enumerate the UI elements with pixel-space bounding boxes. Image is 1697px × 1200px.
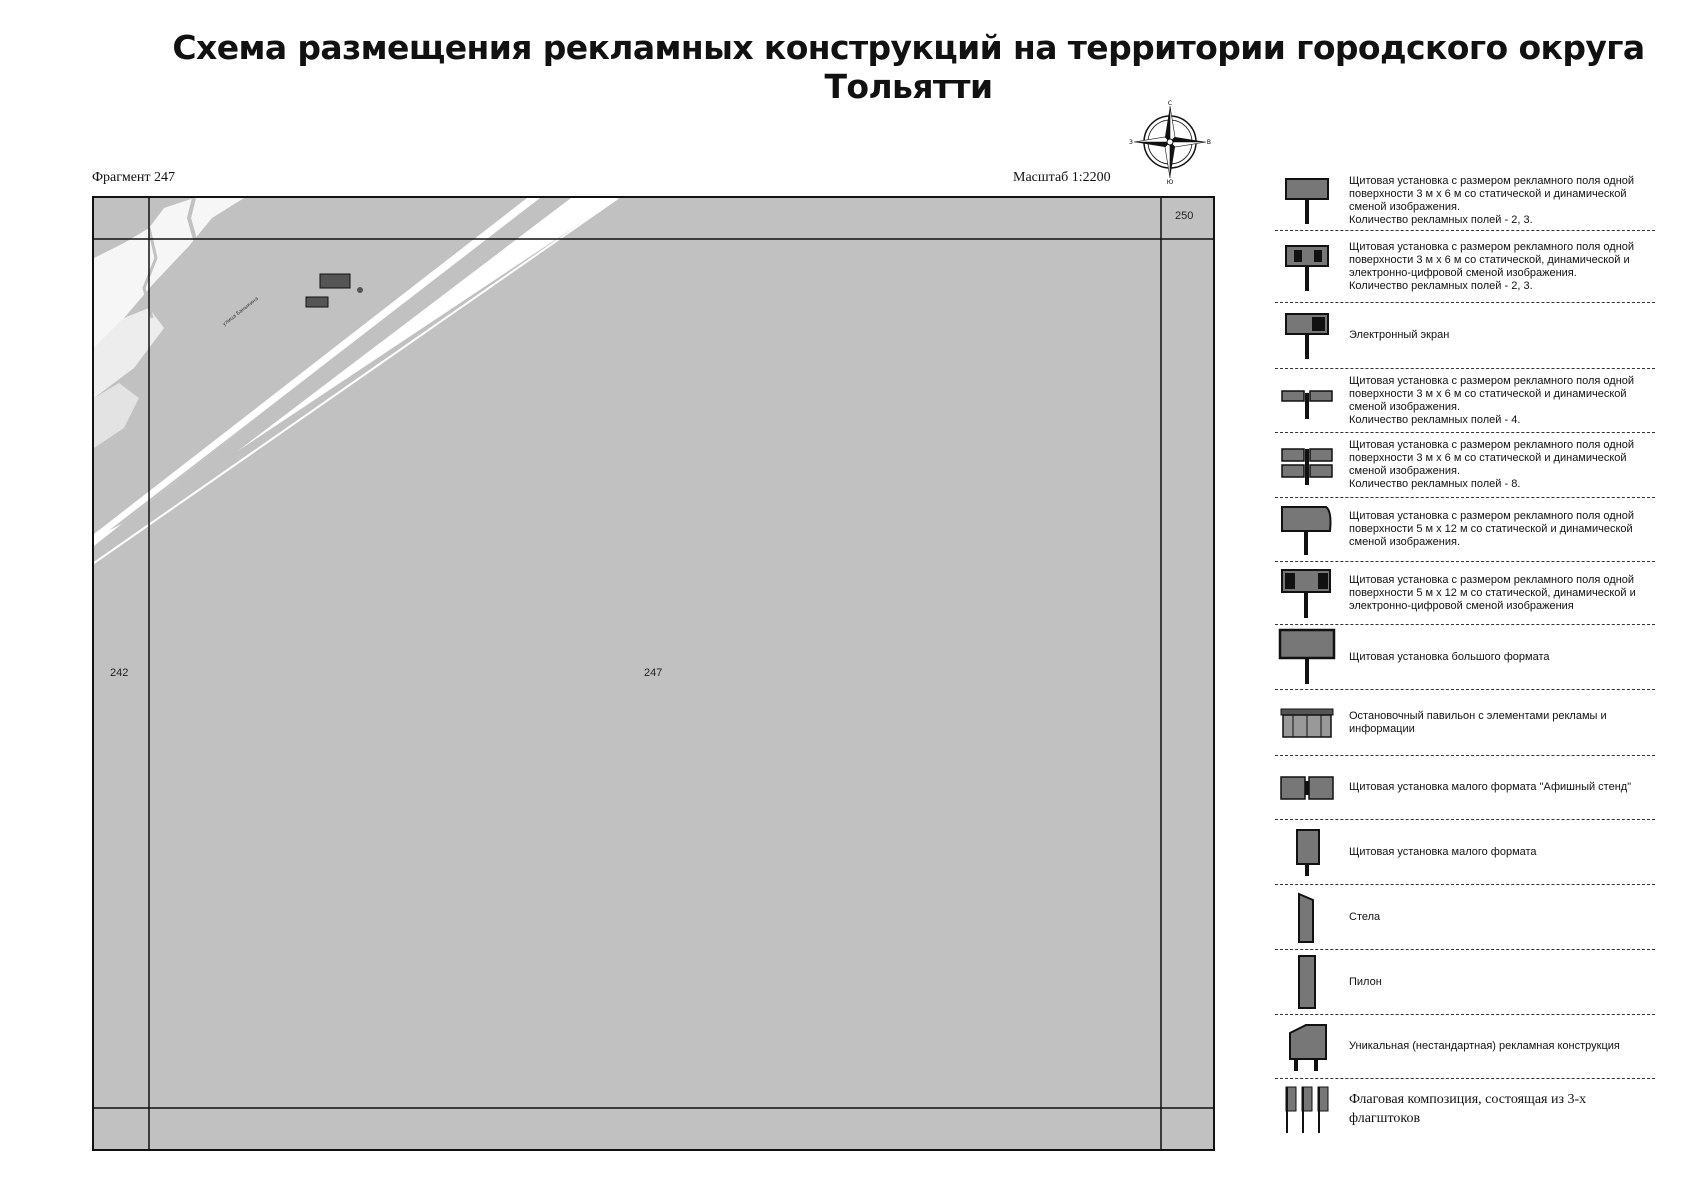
legend-item-text: Щитовая установка малого формата xyxy=(1349,845,1537,858)
sheet-number-250[interactable]: 250 xyxy=(1175,210,1194,222)
fragment-label: Фрагмент 247 xyxy=(92,170,176,185)
legend xyxy=(1275,172,1655,1139)
map-frame xyxy=(92,196,1215,1151)
compass-rose-icon xyxy=(1128,100,1212,184)
compass-west: З xyxy=(1129,139,1133,146)
legend-item-text: Щитовая установка с размером рекламного поля одной поверхности 3 м х 6 м со статической и динамической сменой изображения. Количество рекламных полей - 8. xyxy=(1349,439,1635,490)
legend-item xyxy=(1275,433,1655,498)
legend-item xyxy=(1275,1015,1655,1079)
legend-item-text: Щитовая установка большого формата xyxy=(1349,650,1550,663)
legend-item xyxy=(1275,498,1655,562)
map-bus-stop-marker[interactable] xyxy=(320,274,350,288)
legend-item xyxy=(1275,172,1655,231)
legend-item xyxy=(1275,1079,1655,1139)
map-point-marker[interactable] xyxy=(357,287,363,293)
legend-item-text: Уникальная (нестандартная) рекламная конструкция xyxy=(1349,1040,1620,1052)
flag-composition-icon xyxy=(1282,1083,1332,1135)
legend-item-text: Электронный экран xyxy=(1349,329,1450,341)
legend-item xyxy=(1275,950,1655,1015)
legend-item-text: Пилон xyxy=(1349,975,1382,988)
electronic-screen-icon xyxy=(1284,311,1330,361)
legend-item xyxy=(1275,231,1655,303)
legend-item-text: Щитовая установка малого формата "Афишный стенд" xyxy=(1349,781,1632,793)
legend-item xyxy=(1275,562,1655,625)
compass-east: В xyxy=(1206,139,1211,146)
compass-south: Ю xyxy=(1166,179,1174,184)
legend-item xyxy=(1275,756,1655,820)
unique-construction-icon xyxy=(1284,1021,1330,1073)
map-poster-stand-marker[interactable] xyxy=(306,297,328,307)
legend-item-text: Щитовая установка с размером рекламного поля одной поверхности 3 м х 6 м со статической и динамической сменой изображения. Количество рекламных полей - 4. xyxy=(1349,374,1635,426)
small-format-billboard-icon xyxy=(1287,826,1327,878)
large-format-billboard-icon xyxy=(1278,628,1336,686)
billboard-4-fields-icon xyxy=(1280,381,1334,421)
street-label: улица Баныкина xyxy=(221,295,260,328)
billboard-5x12-icon xyxy=(1280,503,1334,557)
billboard-5x12-digital-icon xyxy=(1280,566,1334,620)
billboard-3x6-digital-icon xyxy=(1284,241,1330,293)
scale-label: Масштаб 1:2200 xyxy=(1013,170,1111,185)
legend-item-text: Щитовая установка с размером рекламного поля одной поверхности 5 м х 12 м со статической, динамической и электронно-цифровой сменой изображения xyxy=(1349,573,1636,612)
legend-item xyxy=(1275,369,1655,433)
legend-item-text: Щитовая установка с размером рекламного поля одной поверхности 3 м х 6 м со статической и динамической сменой изображения. Количество рекламных полей - 2, 3. xyxy=(1349,175,1635,226)
legend-item-text: Щитовая установка с размером рекламного поля одной поверхности 3 м х 6 м со статической, динамической и электронно-цифровой сменой изображения. Количество рекламных полей - 2, 3. xyxy=(1349,240,1635,292)
bus-stop-pavilion-icon xyxy=(1279,703,1335,743)
sheet-number-247: 247 xyxy=(644,667,663,679)
legend-item-text: Флаговая композиция, состоящая из 3-х флагштоков xyxy=(1349,1092,1587,1126)
page-title: Схема размещения рекламных конструкций на территории городского округа Тольятти xyxy=(172,28,1645,106)
poster-stand-icon xyxy=(1279,771,1335,805)
legend-item xyxy=(1275,303,1655,369)
billboard-8-fields-icon xyxy=(1280,443,1334,487)
legend-item-text: Стела xyxy=(1349,910,1381,923)
pylon-icon xyxy=(1287,954,1327,1010)
legend-item xyxy=(1275,625,1655,690)
billboard-3x6-icon xyxy=(1284,176,1330,226)
legend-item xyxy=(1275,820,1655,885)
stele-icon xyxy=(1287,890,1327,944)
legend-item xyxy=(1275,690,1655,756)
compass-north: С xyxy=(1167,100,1173,107)
legend-item xyxy=(1275,885,1655,950)
sheet-number-242[interactable]: 242 xyxy=(110,667,129,679)
legend-item-text: Остановочный павильон с элементами рекламы и информации xyxy=(1349,709,1607,735)
legend-item-text: Щитовая установка с размером рекламного поля одной поверхности 5 м х 12 м со статической и динамической сменой изображения. xyxy=(1349,510,1635,548)
